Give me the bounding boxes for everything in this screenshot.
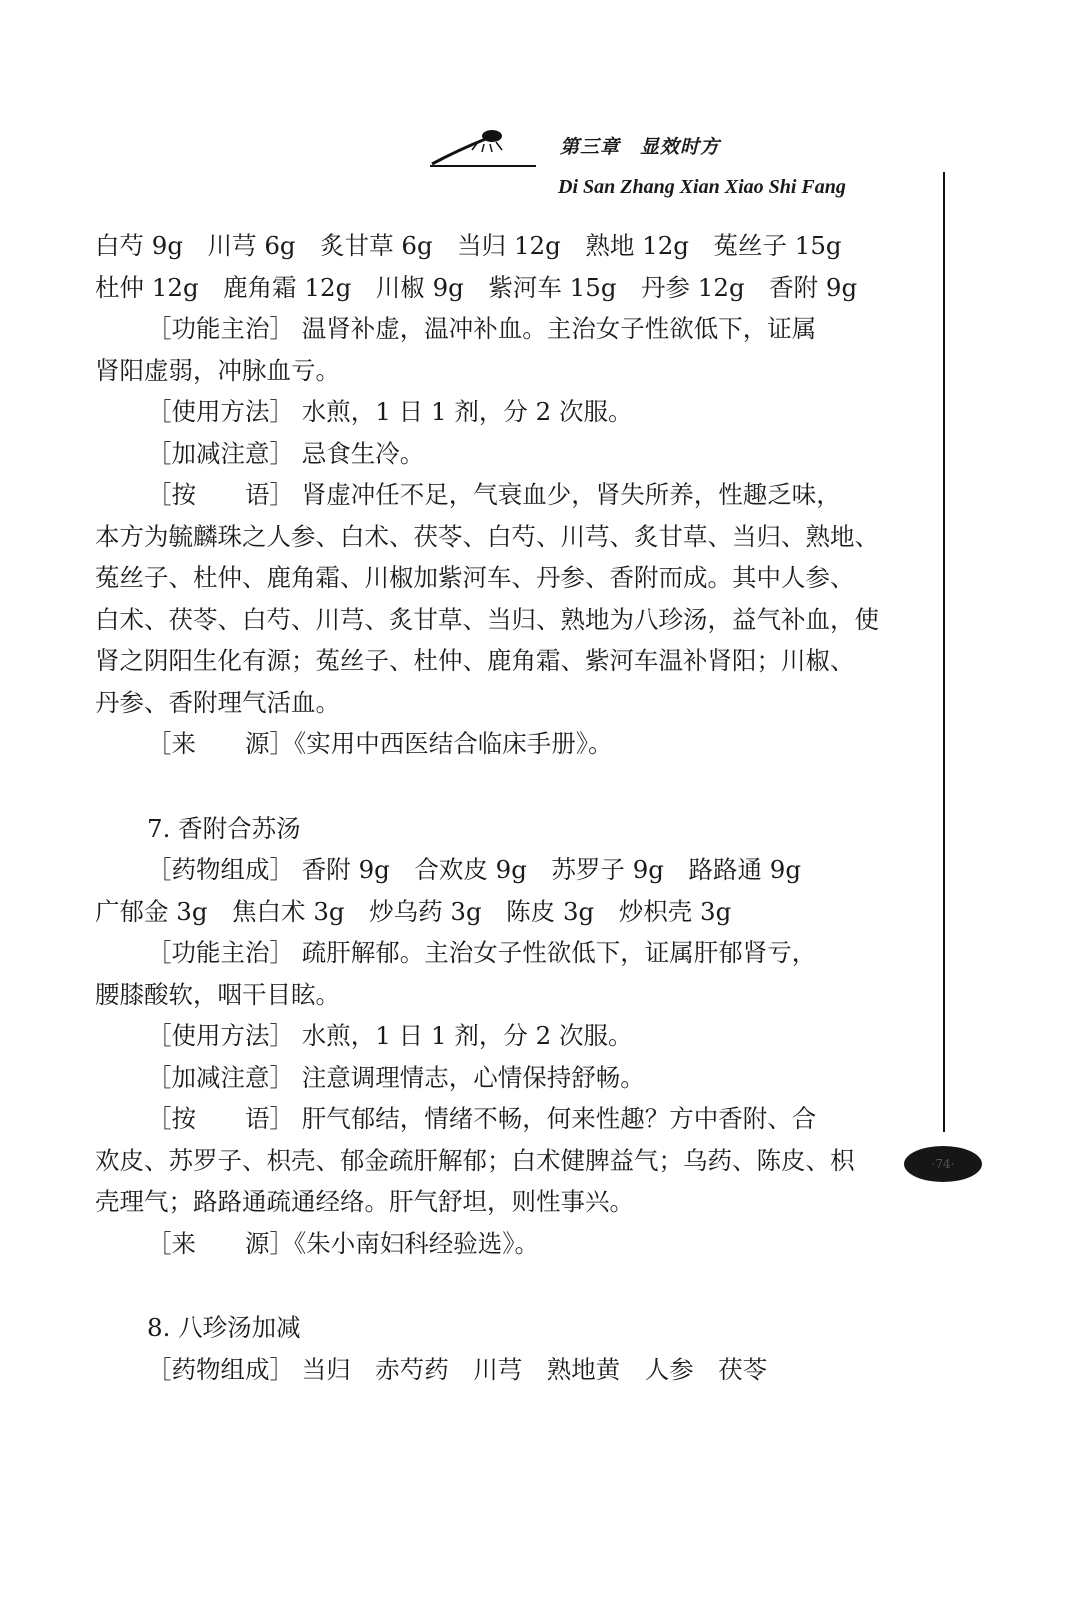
text-line: 壳理气；路路通疏通经络。肝气舒坦，则性事兴。 — [95, 1187, 634, 1216]
page-number-badge: ·74· — [904, 1146, 982, 1182]
text-line: 肾阳虚弱，冲脉血亏。 — [95, 355, 340, 385]
paragraph-gap — [95, 1264, 870, 1307]
text-line: ［功能主治］ 疏肝解郁。主治女子性欲低下，证属肝郁肾亏， — [147, 938, 817, 967]
text-line: ［加减注意］ 注意调理情志，心情保持舒畅。 — [147, 1062, 645, 1092]
text-line: ［加减注意］ 忌食生冷。 — [147, 438, 425, 468]
text-line: ［按 语］ 肾虚冲任不足，气衰血少，肾失所养，性趣乏味， — [147, 480, 841, 509]
text-line: 欢皮、苏罗子、枳壳、郁金疏肝解郁；白术健脾益气；乌药、陈皮、枳 — [95, 1145, 855, 1175]
text-line: ［药物组成］ 香附 9g 合欢皮 9g 苏罗子 9g 路路通 9g — [147, 855, 802, 884]
text-line: ［使用方法］ 水煎，1 日 1 剂，分 2 次服。 — [147, 1021, 633, 1050]
text-line: 肾之阴阳生化有源；菟丝子、杜仲、鹿角霜、紫河车温补肾阳；川椒、 — [95, 646, 855, 675]
text-line: 杜仲 12g 鹿角霜 12g 川椒 9g 紫河车 15g 丹参 12g 香附 9g — [95, 272, 858, 302]
text-line: ［来 源］《朱小南妇科经验选》。 — [147, 1228, 539, 1258]
text-line: 白术、茯苓、白芍、川芎、炙甘草、当归、熟地为八珍汤，益气补血，使 — [95, 604, 879, 634]
chapter-pinyin: Di San Zhang Xian Xiao Shi Fang — [558, 176, 846, 198]
paragraph-gap — [95, 765, 870, 808]
text-line: 菟丝子、杜仲、鹿角霜、川椒加紫河车、丹参、香附而成。其中人参、 — [95, 563, 855, 592]
text-line: ［按 语］ 肝气郁结，情绪不畅，何来性趣？方中香附、合 — [147, 1104, 817, 1133]
text-line: 广郁金 3g 焦白术 3g 炒乌药 3g 陈皮 3g 炒枳壳 3g — [95, 896, 732, 926]
text-line: ［药物组成］ 当归 赤芍药 川芎 熟地黄 人参 茯苓 — [147, 1354, 768, 1384]
text-line: 8. 八珍汤加减 — [147, 1313, 301, 1342]
chapter-lamp-logo — [428, 120, 538, 170]
chapter-title: 第三章 显效时方 — [560, 136, 721, 158]
text-line: 白芍 9g 川芎 6g 炙甘草 6g 当归 12g 熟地 12g 菟丝子 15g — [95, 231, 842, 260]
body-text — [95, 225, 879, 1390]
text-line: ［来 源］《实用中西医结合临床手册》。 — [147, 729, 613, 758]
text-line: ［功能主治］ 温肾补虚，温冲补血。主治女子性欲低下，证属 — [147, 314, 817, 343]
text-line: 腰膝酸软，咽干目眩。 — [95, 979, 340, 1009]
text-line: ［使用方法］ 水煎，1 日 1 剂，分 2 次服。 — [147, 397, 633, 426]
page-edge-rule — [942, 172, 946, 1132]
text-line: 7. 香附合苏汤 — [147, 813, 301, 843]
text-line: 本方为毓麟珠之人参、白术、茯苓、白芍、川芎、炙甘草、当归、熟地、 — [95, 521, 879, 551]
text-line: 丹参、香附理气活血。 — [95, 687, 340, 717]
